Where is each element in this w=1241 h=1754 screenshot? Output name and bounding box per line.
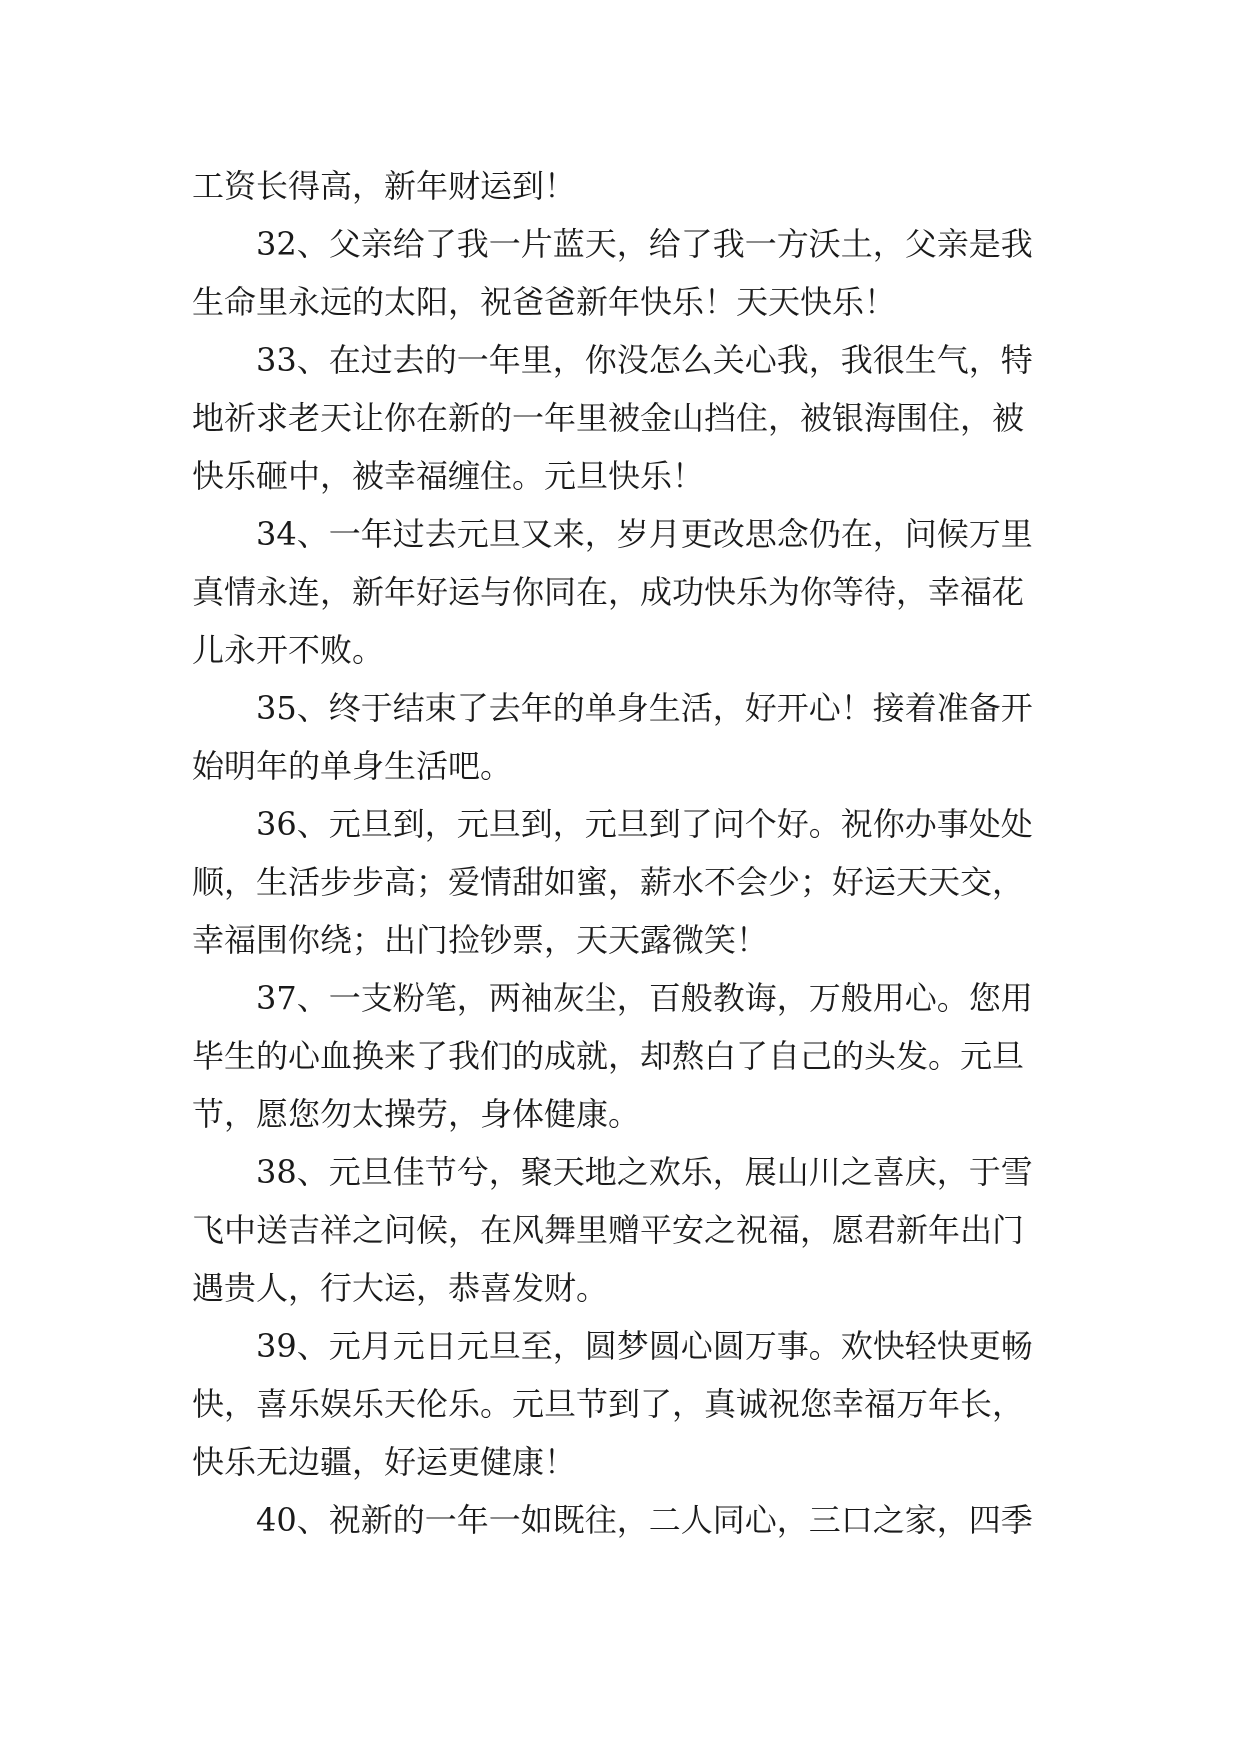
text-line: 36、元旦到，元旦到，元旦到了问个好。祝你办事处处 (256, 805, 1033, 843)
text-line: 儿永开不败。 (192, 631, 385, 669)
text-line: 遇贵人，行大运，恭喜发财。 (192, 1269, 609, 1307)
text-line: 39、元月元日元旦至，圆梦圆心圆万事。欢快轻快更畅 (256, 1327, 1033, 1365)
document-body (192, 157, 1062, 1549)
text-line: 真情永连，新年好运与你同在，成功快乐为你等待，幸福花 (192, 573, 1025, 611)
text-line: 37、一支粉笔，两袖灰尘，百般教诲，万般用心。您用 (256, 979, 1033, 1017)
text-line: 节，愿您勿太操劳，身体健康。 (192, 1095, 641, 1133)
text-line: 飞中送吉祥之问候，在风舞里赠平安之祝福，愿君新年出门 (192, 1211, 1025, 1249)
text-line: 34、一年过去元旦又来，岁月更改思念仍在，问候万里 (256, 515, 1033, 553)
text-line: 35、终于结束了去年的单身生活，好开心！接着准备开 (256, 689, 1033, 727)
text-line: 幸福围你绕；出门捡钞票，天天露微笑！ (192, 921, 769, 959)
text-line: 快乐砸中，被幸福缠住。元旦快乐！ (192, 457, 705, 495)
text-line: 工资长得高，新年财运到！ (192, 167, 577, 205)
text-line: 32、父亲给了我一片蓝天，给了我一方沃土，父亲是我 (256, 225, 1033, 263)
text-line: 始明年的单身生活吧。 (192, 747, 513, 785)
text-line: 快，喜乐娱乐天伦乐。元旦节到了，真诚祝您幸福万年长， (192, 1385, 1025, 1423)
text-line: 地祈求老天让你在新的一年里被金山挡住，被银海围住，被 (192, 399, 1025, 437)
text-line: 顺，生活步步高；爱情甜如蜜，薪水不会少；好运天天交， (192, 863, 1025, 901)
text-line: 快乐无边疆，好运更健康！ (192, 1443, 577, 1481)
text-line: 38、元旦佳节兮，聚天地之欢乐，展山川之喜庆，于雪 (256, 1153, 1033, 1191)
text-line: 33、在过去的一年里，你没怎么关心我，我很生气，特 (256, 341, 1033, 379)
text-line: 40、祝新的一年一如既往，二人同心，三口之家，四季 (256, 1501, 1033, 1539)
text-line: 毕生的心血换来了我们的成就，却熬白了自己的头发。元旦 (192, 1037, 1025, 1075)
text-line: 生命里永远的太阳，祝爸爸新年快乐！天天快乐！ (192, 283, 897, 321)
